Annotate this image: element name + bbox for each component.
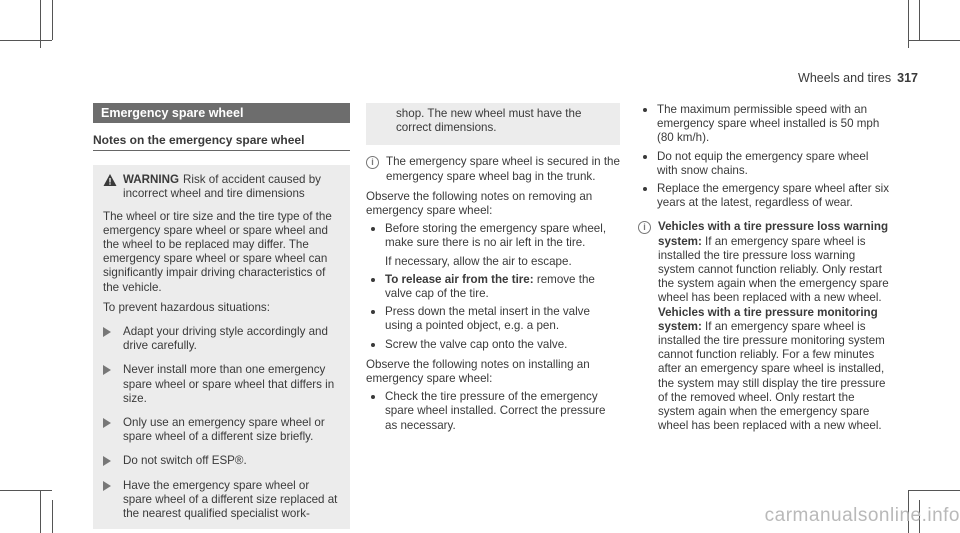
bullet-icon (371, 227, 375, 231)
bullet-icon (371, 278, 375, 282)
list-subtext: If necessary, allow the air to escape. (385, 254, 572, 268)
section-title: Emergency spare wheel (93, 103, 350, 123)
warning-list-item: Have the emergency spare wheel or spare wheel of a different size replaced at the nearest qualified specialist work- (103, 479, 340, 522)
list-item: Before storing the emergency spare wheel, make sure there is no air left in the tire. (366, 222, 620, 250)
crop-mark (919, 0, 920, 40)
list-item: The maximum permissible speed with an emergency spare wheel installed is 50 mph (80 km/h). (638, 103, 890, 146)
crop-mark (908, 490, 960, 491)
warning-paragraph: To prevent hazardous situations: (103, 300, 270, 314)
arrow-icon (103, 327, 111, 337)
info-note: i Vehicles with a tire pressure loss warning system: If an emergency spare wheel is installed the tire pressure loss warning system cannot function reliably. Only restart the system again when the emergency spare wheel has been replaced with a new wheel. Vehicles with a tire pressure monitoring system: If an emergency spare wheel is installed the tire pressure monitoring system cannot function reliably. For a few minutes after an emergency spare wheel is installed, the system may still display the tire pressure of the removed wheel. Only restart the system again when the emergency spare wheel has been replaced with a new wheel. (638, 220, 890, 433)
list-item: To release air from the tire: remove the valve cap of the tire. (366, 273, 620, 301)
bullet-icon (371, 343, 375, 347)
list-item: Press down the metal insert in the valve using a pointed object, e.g. a pen. (366, 305, 620, 333)
crop-mark (0, 40, 52, 41)
list-item: Check the tire pressure of the emergency spare wheel installed. Correct the pressure as necessary. (366, 390, 620, 433)
bullet-icon (371, 395, 375, 399)
crop-mark (908, 40, 960, 41)
paragraph: Observe the following notes on removing an emergency spare wheel: (366, 189, 593, 218)
crop-mark (52, 500, 53, 533)
warning-box (93, 165, 350, 529)
list-item: Do not equip the emergency spare wheel with snow chains. (638, 150, 890, 178)
info-icon: i (366, 156, 379, 169)
crop-mark (0, 490, 52, 491)
column-2 (366, 103, 620, 433)
warning-box-continued (366, 103, 620, 145)
watermark: carmanualsonline.info (764, 505, 960, 526)
column-1 (93, 103, 350, 529)
crop-mark (52, 0, 53, 40)
arrow-icon (103, 418, 111, 428)
warning-header (103, 173, 340, 201)
warning-list-item: Only use an emergency spare wheel or spare wheel of a different size briefly. (103, 416, 340, 444)
bullet-icon (371, 310, 375, 314)
warning-label: WARNING (123, 173, 180, 187)
bullet-icon (643, 108, 647, 112)
warning-list-item: Never install more than one emergency spare wheel or spare wheel that differs in size. (103, 363, 340, 406)
chapter-title: Wheels and tires (798, 71, 892, 85)
bullet-icon (643, 187, 647, 191)
warning-continued-text: shop. The new wheel must have the correct dimensions. (396, 107, 582, 135)
info-note: i The emergency spare wheel is secured in the emergency spare wheel bag in the trunk. (366, 155, 620, 183)
arrow-icon (103, 481, 111, 491)
warning-paragraph: The wheel or tire size and the tire type of the emergency spare wheel or spare wheel and the wheel to be replaced may differ. The emergency spare wheel or spare wheel can significantly impair driving characteristics of the vehicle. (103, 209, 332, 294)
info-icon: i (638, 221, 651, 234)
warning-list-item: Adapt your driving style accordingly and drive carefully. (103, 325, 340, 353)
column-3 (638, 103, 890, 433)
warning-list-item: Do not switch off ESP®. (103, 454, 340, 468)
list-item: Screw the valve cap onto the valve. (366, 338, 620, 352)
warning-triangle-icon (103, 173, 117, 187)
warning-text: Risk of accident caused by incorrect wheel and tire dimensions (123, 173, 321, 201)
arrow-icon (103, 365, 111, 375)
list-item: Replace the emergency spare wheel after six years at the latest, regardless of wear. (638, 182, 890, 210)
page-number: 317 (897, 71, 918, 85)
paragraph: Observe the following notes on installing an emergency spare wheel: (366, 357, 590, 386)
arrow-icon (103, 456, 111, 466)
bullet-icon (643, 155, 647, 159)
page-header (798, 71, 918, 85)
subheading: Notes on the emergency spare wheel (93, 133, 350, 151)
crop-mark (40, 490, 41, 533)
